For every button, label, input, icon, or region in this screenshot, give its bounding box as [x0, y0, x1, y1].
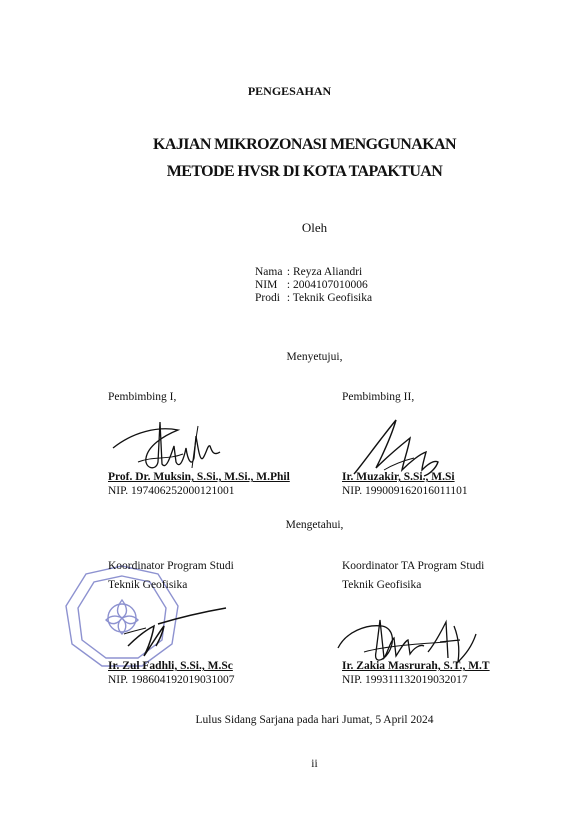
student-name-row: Nama : Reyza Aliandri	[255, 266, 363, 278]
supervisor-1-name: Prof. Dr. Muksin, S.Si., M.Si., M.Phil	[108, 471, 290, 483]
student-prodi-row: Prodi : Teknik Geofisika	[255, 292, 373, 304]
menyetujui-label: Menyetujui,	[286, 351, 343, 363]
student-nim-row: NIM : 2004107010006	[255, 279, 368, 291]
thesis-title-line-2: METODE HVSR DI KOTA TAPAKTUAN	[166, 163, 443, 180]
coordinator-1-role-line-1: Koordinator Program Studi	[108, 560, 234, 572]
student-name: Reyza Aliandri	[292, 266, 363, 278]
prodi-label: Prodi	[255, 292, 280, 304]
coordinator-1-role-line-2: Teknik Geofisika	[108, 579, 188, 591]
signature-supervisor-1	[108, 418, 238, 478]
nim-label: NIM	[255, 279, 278, 291]
graduation-statement: Lulus Sidang Sarjana pada hari Jumat, 5 April 2024	[195, 714, 434, 726]
coordinator-1-nip: NIP. 198604192019031007	[108, 674, 235, 686]
page-heading: PENGESAHAN	[247, 84, 332, 98]
signature-coordinator-1	[118, 596, 230, 662]
signature-supervisor-2	[348, 416, 448, 478]
coordinator-2-role-line-2: Teknik Geofisika	[342, 579, 422, 591]
coordinator-2-nip: NIP. 199311132019032017	[342, 674, 468, 686]
mengetahui-label: Mengetahui,	[285, 519, 344, 531]
coordinator-2-role-line-1: Koordinator TA Program Studi	[342, 560, 485, 572]
thesis-title-line-1: KAJIAN MIKROZONASI MENGGUNAKAN	[153, 136, 456, 153]
oleh-label: Oleh	[301, 220, 328, 235]
student-nim: 2004107010006	[292, 279, 368, 291]
student-info	[255, 266, 372, 305]
page-number: ii	[311, 758, 318, 770]
supervisor-2-nip: NIP. 199009162016011101	[342, 485, 468, 497]
supervisor-1-nip: NIP. 197406252000121001	[108, 485, 235, 497]
nama-label: Nama	[255, 266, 283, 278]
supervisor-2-role: Pembimbing II,	[342, 391, 415, 403]
coordinator-2-name: Ir. Zakia Masrurah, S.T., M.T	[342, 660, 490, 672]
student-prodi: Teknik Geofisika	[292, 292, 373, 304]
coordinator-1-name: Ir. Zul Fadhli, S.Si., M.Sc	[108, 660, 233, 672]
supervisor-2-name: Ir. Muzakir, S.Si., M.Si	[342, 471, 455, 483]
supervisor-1-role: Pembimbing I,	[108, 391, 177, 403]
